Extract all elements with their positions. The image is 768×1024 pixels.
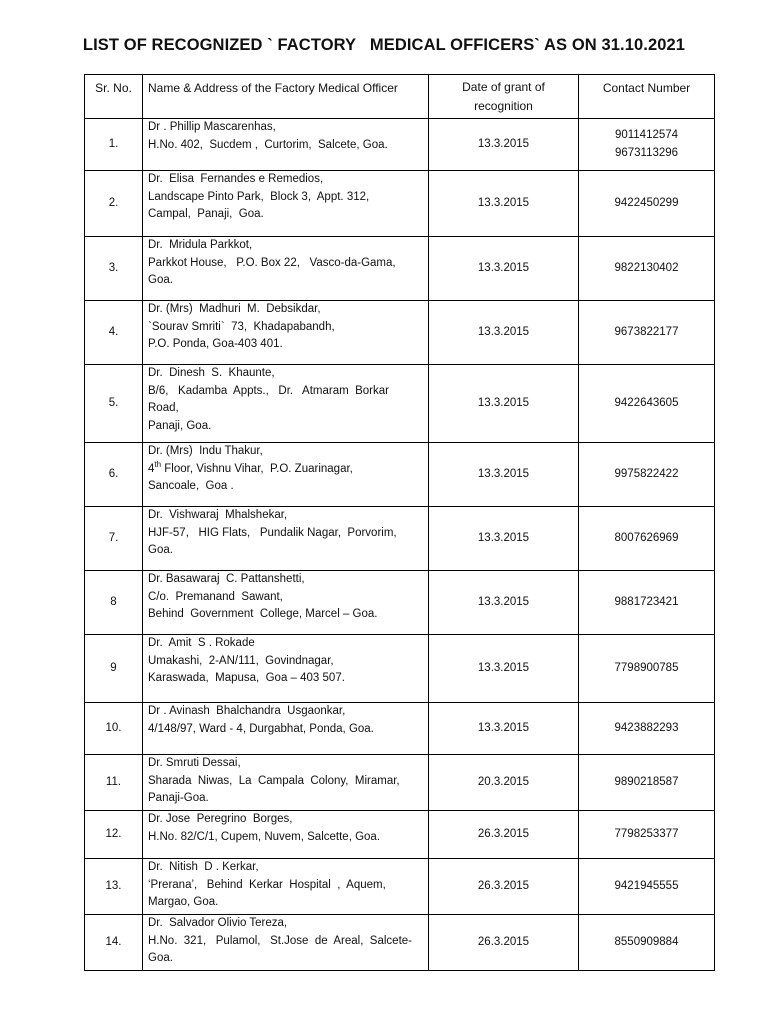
name-address-cell (143, 171, 429, 237)
address-line: Landscape Pinto Park, Block 3, Appt. 312, (148, 190, 370, 203)
grant-date-cell: 26.3.2015 (429, 915, 579, 971)
sr-no-cell: 13. (85, 859, 143, 915)
phone-number: 9673822177 (614, 325, 679, 338)
header-date-line-2: recognition (474, 99, 533, 113)
phone-number: 8550909884 (614, 935, 679, 948)
grant-date-cell: 13.3.2015 (429, 703, 579, 755)
medical-officers-table (84, 74, 715, 971)
address-line: Dr. (Mrs) Madhuri M. Debsikdar, (148, 303, 321, 315)
table-row (85, 119, 715, 171)
name-address-cell (143, 915, 429, 971)
address-line: `Sourav Smriti` 73, Khadapabandh, (148, 320, 335, 333)
phone-number: 9423882293 (614, 721, 679, 734)
name-address-cell (143, 119, 429, 171)
address-line: Dr. Jose Peregrino Borges, (148, 813, 293, 825)
address-line: ‘Prerana’, Behind Kerkar Hospital , Aquem, (148, 878, 386, 891)
contact-number-cell (579, 859, 715, 915)
sr-no-cell: 1. (85, 119, 143, 171)
address-line: Karaswada, Mapusa, Goa – 403 507. (148, 672, 345, 684)
address-line: Campal, Panaji, Goa. (148, 208, 264, 220)
table-row (85, 635, 715, 703)
table-row (85, 811, 715, 859)
grant-date-cell: 13.3.2015 (429, 571, 579, 635)
contact-number-cell (579, 443, 715, 507)
phone-number: 9422450299 (614, 196, 679, 209)
grant-date-cell: 13.3.2015 (429, 635, 579, 703)
address-line: B/6, Kadamba Appts., Dr. Atmaram Borkar (148, 384, 389, 397)
header-contact-number: Contact Number (579, 75, 715, 119)
page-title: LIST OF RECOGNIZED ` FACTORY MEDICAL OFFICERS` AS ON 31.10.2021 (82, 36, 686, 54)
header-date-line-1: Date of grant of (462, 80, 545, 94)
contact-number-cell (579, 635, 715, 703)
sr-no-cell: 3. (85, 237, 143, 301)
address-line: HJF-57, HIG Flats, Pundalik Nagar, Porvorim, (148, 526, 397, 539)
table-row (85, 365, 715, 443)
contact-number-cell (579, 301, 715, 365)
table-row (85, 171, 715, 237)
address-line: Dr. Mridula Parkkot, (148, 239, 253, 251)
address-line: Dr. Salvador Olivio Tereza, (148, 917, 288, 929)
phone-number: 7798900785 (614, 661, 679, 674)
grant-date-cell: 13.3.2015 (429, 119, 579, 171)
table-row (85, 237, 715, 301)
table-row (85, 703, 715, 755)
address-line: Dr. Nitish D . Kerkar, (148, 861, 259, 873)
phone-number: 8007626969 (614, 531, 679, 544)
sr-no-cell: 14. (85, 915, 143, 971)
grant-date-cell: 13.3.2015 (429, 171, 579, 237)
grant-date-cell: 13.3.2015 (429, 443, 579, 507)
address-line: Dr. Dinesh S. Khaunte, (148, 367, 275, 379)
table-row (85, 755, 715, 811)
address-line: Panaji, Goa. (148, 419, 212, 432)
grant-date-cell: 20.3.2015 (429, 755, 579, 811)
address-line: C/o. Premanand Sawant, (148, 590, 283, 603)
phone-number: 9881723421 (614, 595, 679, 608)
name-address-cell (143, 507, 429, 571)
grant-date-cell: 13.3.2015 (429, 507, 579, 571)
contact-number-cell (579, 915, 715, 971)
contact-number-cell (579, 171, 715, 237)
name-address-cell (143, 237, 429, 301)
name-address-cell (143, 635, 429, 703)
table-row (85, 859, 715, 915)
address-line: Dr . Phillip Mascarenhas, (148, 121, 276, 133)
address-line: Umakashi, 2-AN/111, Govindnagar, (148, 654, 334, 667)
grant-date-cell: 13.3.2015 (429, 301, 579, 365)
grant-date-cell: 13.3.2015 (429, 237, 579, 301)
table-row (85, 301, 715, 365)
address-line: P.O. Ponda, Goa-403 401. (148, 338, 283, 350)
sr-no-cell: 2. (85, 171, 143, 237)
address-line: Goa. (148, 952, 173, 964)
address-line: Sharada Niwas, La Campala Colony, Miramar, (148, 774, 400, 787)
contact-number-cell (579, 703, 715, 755)
contact-number-cell (579, 365, 715, 443)
address-line: 4th Floor, Vishnu Vihar, P.O. Zuarinagar, (148, 459, 353, 475)
phone-number: 9011412574 (614, 129, 679, 141)
address-line: Parkkot House, P.O. Box 22, Vasco-da-Gama, (148, 256, 396, 269)
name-address-cell (143, 811, 429, 859)
address-line: Dr . Avinash Bhalchandra Usgaonkar, (148, 705, 346, 717)
sr-no-cell: 7. (85, 507, 143, 571)
address-line: Dr. Elisa Fernandes e Remedios, (148, 173, 324, 185)
contact-number-cell (579, 811, 715, 859)
address-line: Dr. Amit S . Rokade (148, 637, 255, 649)
header-name-address: Name & Address of the Factory Medical Officer (143, 75, 429, 119)
sr-no-cell: 5. (85, 365, 143, 443)
grant-date-cell: 26.3.2015 (429, 859, 579, 915)
table-row (85, 915, 715, 971)
name-address-cell (143, 301, 429, 365)
address-line: Behind Government College, Marcel – Goa. (148, 608, 378, 620)
address-line: Dr. (Mrs) Indu Thakur, (148, 445, 263, 457)
address-line: Dr. Vishwaraj Mhalshekar, (148, 509, 288, 521)
contact-number-cell (579, 507, 715, 571)
grant-date-cell: 26.3.2015 (429, 811, 579, 859)
name-address-cell (143, 755, 429, 811)
header-sr-no: Sr. No. (85, 75, 143, 119)
table-header-row (85, 75, 715, 119)
phone-number: 9975822422 (614, 467, 679, 480)
sr-no-cell: 11. (85, 755, 143, 811)
address-line: H.No. 402, Sucdem , Curtorim, Salcete, Goa. (148, 138, 388, 151)
name-address-cell (143, 571, 429, 635)
contact-number-cell (579, 571, 715, 635)
name-address-cell (143, 703, 429, 755)
address-line: H.No. 321, Pulamol, St.Jose de Areal, Salcete- (148, 934, 412, 947)
address-line: Goa. (148, 544, 173, 556)
sr-no-cell: 10. (85, 703, 143, 755)
address-line: Dr. Smruti Dessai, (148, 757, 241, 769)
contact-number-cell (579, 237, 715, 301)
phone-number: 9422643605 (614, 396, 679, 409)
table-row (85, 443, 715, 507)
phone-number: 9890218587 (614, 775, 679, 788)
address-line: Road, (148, 402, 179, 414)
name-address-cell (143, 443, 429, 507)
sr-no-cell: 12. (85, 811, 143, 859)
name-address-cell (143, 365, 429, 443)
sr-no-cell: 6. (85, 443, 143, 507)
sr-no-cell: 9 (85, 635, 143, 703)
address-line: Panaji-Goa. (148, 792, 209, 804)
contact-number-cell (579, 119, 715, 171)
sr-no-cell: 4. (85, 301, 143, 365)
address-line: Dr. Basawaraj C. Pattanshetti, (148, 573, 305, 585)
contact-number-cell (579, 755, 715, 811)
sr-no-cell: 8 (85, 571, 143, 635)
header-date-of-grant (429, 75, 579, 119)
phone-number: 7798253377 (614, 827, 679, 840)
table-row (85, 507, 715, 571)
address-line: H.No. 82/C/1, Cupem, Nuvem, Salcette, Goa. (148, 830, 381, 843)
phone-number: 9822130402 (614, 261, 679, 274)
address-line: 4/148/97, Ward - 4, Durgabhat, Ponda, Goa. (148, 722, 374, 735)
name-address-cell (143, 859, 429, 915)
address-line: Sancoale, Goa . (148, 480, 234, 492)
phone-number: 9421945555 (614, 879, 679, 892)
phone-number: 9673113296 (614, 146, 679, 159)
grant-date-cell: 13.3.2015 (429, 365, 579, 443)
table-row (85, 571, 715, 635)
table-body (85, 119, 715, 971)
address-line: Goa. (148, 274, 173, 286)
address-line: Margao, Goa. (148, 896, 219, 908)
